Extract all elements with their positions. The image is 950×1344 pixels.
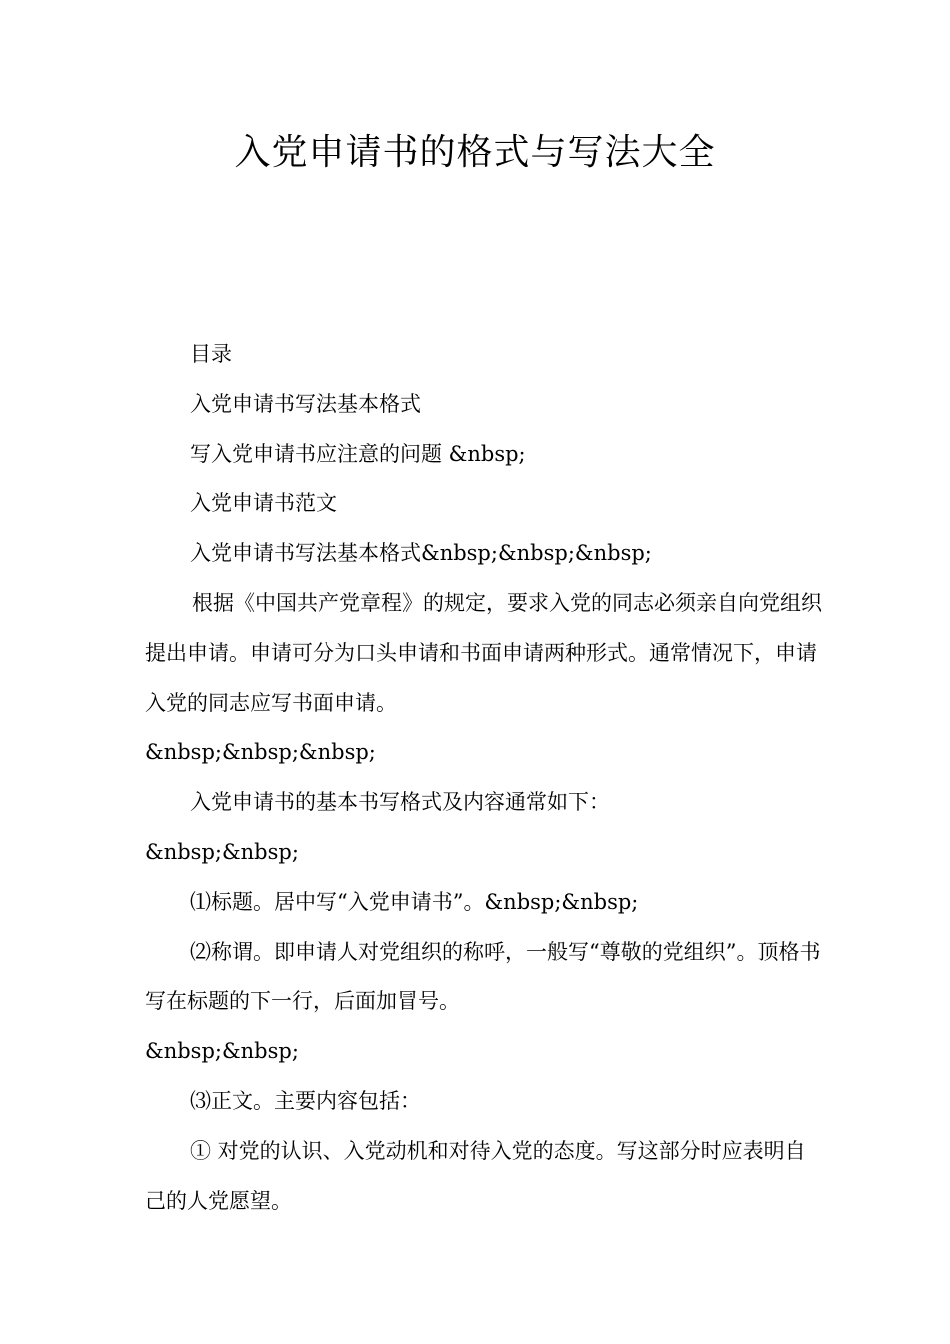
spacer-text: &nbsp;&nbsp; [145, 839, 299, 864]
section-heading-basic-format: 入党申请书写法基本格式&nbsp;&nbsp;&nbsp; [190, 541, 652, 566]
body-paragraph-format-intro: 入党申请书的基本书写格式及内容通常如下： [190, 790, 610, 815]
spacer-text: &nbsp;&nbsp;&nbsp; [145, 740, 376, 765]
document-title: 入党申请书的格式与写法大全 [234, 132, 716, 173]
list-item-title: ⑴标题。居中写“入党申请书”。&nbsp;&nbsp; [190, 889, 639, 914]
sub-item-understanding: ① 对党的认识、入党动机和对待入党的态度。写这部分时应表明自己的人党愿望。 [145, 1138, 806, 1213]
document-body [145, 330, 825, 1226]
toc-item-basic-format: 入党申请书写法基本格式 [190, 391, 421, 416]
list-item-body: ⑶正文。主要内容包括： [190, 1088, 421, 1113]
spacer-text: &nbsp;&nbsp; [145, 1039, 299, 1064]
toc-item-sample: 入党申请书范文 [190, 491, 337, 516]
toc-item-notes: 写入党申请书应注意的问题 &nbsp; [190, 441, 526, 466]
body-paragraph-intro: 根据《中国共产党章程》的规定，要求入党的同志必须亲自向党组织提出申请。申请可分为口头申请和书面申请两种形式。通常情况下，申请入党的同志应写书面申请。 [145, 590, 822, 715]
toc-heading: 目录 [190, 342, 232, 366]
list-item-salutation: ⑵称谓。即申请人对党组织的称呼，一般写“尊敬的党组织”。顶格书写在标题的下一行，后面加冒号。 [145, 939, 821, 1014]
